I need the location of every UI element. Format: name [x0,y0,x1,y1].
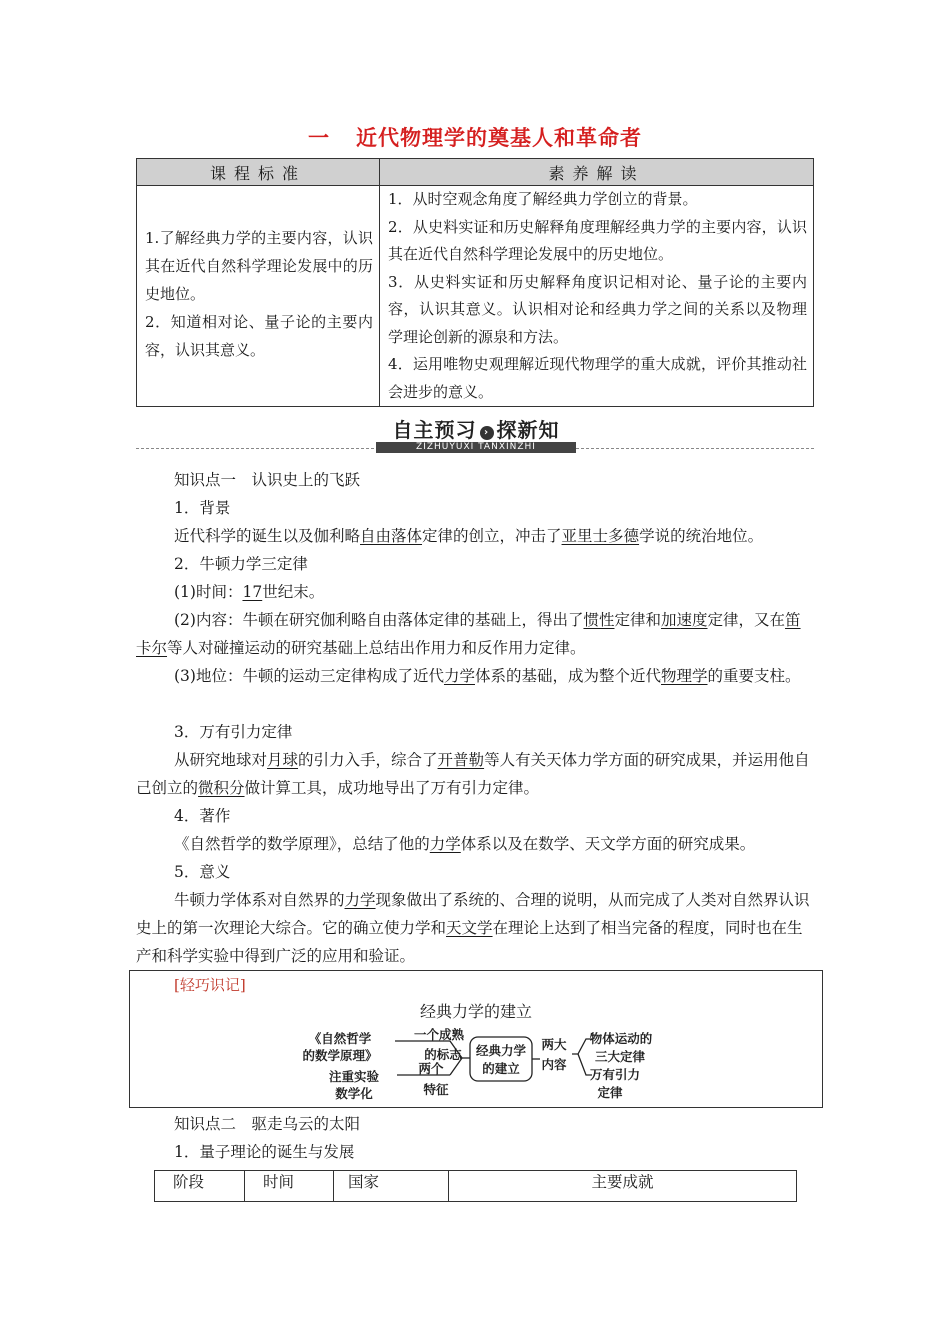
memory-tip-tag: [轻巧识记] [174,976,246,994]
curriculum-standards-table [136,158,814,407]
quantum-theory-table [154,1170,797,1202]
diagram-label-1: 的标志 [424,1047,462,1062]
literacy-item: 4．运用唯物史观理解近现代物理学的重大成就，评价其推动社会进步的意义。 [388,355,807,401]
background-paragraph: 近代科学的诞生以及伽利略自由落体定律的创立，冲击了亚里士多德学说的统治地位。 [174,527,764,545]
literacy-item: 2．从史料实证和历史解释角度理解经典力学的主要内容，认识其在近代自然科学理论发展中的历史地位。 [388,217,807,263]
answer-blank: 亚里士多德 [561,527,640,545]
header-literacy: 素养解读 [380,159,814,186]
col-header-stage: 阶段 [155,1171,245,1202]
diagram-center: 经典力学 [475,1043,527,1058]
col-header-country: 国家 [334,1171,449,1202]
quantum-subheading: 1．量子理论的诞生与发展 [174,1143,355,1161]
answer-blank: 天文学 [446,919,493,937]
answer-blank: 力学 [429,835,461,853]
answer-blank: 物理学 [661,667,708,685]
literacy-item: 3．从史料实证和历史解释角度识记相对论、量子论的主要内容，认识其意义。认识相对论和经典力学之间的关系以及物理学理论创新的源泉和方法。 [388,272,807,346]
diagram-label-2: 两个 [418,1061,444,1076]
background-heading: 1．背景 [174,499,231,517]
answer-blank: 笛卡尔 [136,611,801,657]
standard-item: 2．知道相对论、量子论的主要内容，认识其意义。 [145,313,373,359]
banner-right-text: 探新知 [496,418,560,442]
memory-tip-title: 经典力学的建立 [419,1002,532,1021]
section-banner [136,418,814,454]
section-2-heading: 知识点二 驱走乌云的太阳 [174,1115,361,1133]
time-item: (1)时间：17世纪末。 [174,583,325,601]
standards-cell [137,186,380,407]
answer-blank: 开普勒 [437,751,485,769]
answer-blank: 自由落体 [360,527,423,545]
lesson-title-text: 近代物理学的奠基人和革命者 [356,126,642,150]
diagram-label-1: 一个成熟 [413,1027,465,1042]
lesson-title [0,122,950,152]
significance-heading: 5．意义 [174,863,231,881]
gravitation-paragraph: 从研究地球对月球的引力入手，综合了开普勒等人有关天体力学方面的研究成果，并运用他自己创立的微积分做计算工具，成功地导出了万有引力定律。 [136,751,810,797]
diagram-right-label: 两大 [541,1037,567,1052]
works-paragraph: 《自然哲学的数学原理》，总结了他的力学体系以及在数学、天文学方面的研究成果。 [174,835,756,853]
answer-blank: 17 [242,583,263,601]
diagram-source-1: 《自然哲学 [308,1031,372,1046]
works-heading: 4．著作 [174,807,231,825]
content-item: (2)内容：牛顿在研究伽利略自由落体定律的基础上，得出了惯性定律和加速度定律，又在笛卡尔等人对碰撞运动的研究基础上总结出作用力和反作用力定律。 [136,611,801,657]
diagram-content-1: 物体运动的 [589,1031,653,1046]
diagram-source-1: 的数学原理》 [302,1048,378,1063]
header-standards: 课程标准 [137,159,380,186]
newton-laws-heading: 2．牛顿力学三定律 [174,555,308,573]
standard-item: 1.了解经典力学的主要内容，认识其在近代自然科学理论发展中的历史地位。 [145,229,373,303]
diagram-source-2: 注重实验 [328,1069,380,1084]
banner-left-text: 自主预习 [392,418,477,442]
diagram-right-label: 内容 [541,1057,567,1072]
classical-mechanics-diagram [130,971,822,1107]
status-item: (3)地位：牛顿的运动三定律构成了近代力学体系的基础，成为整个近代物理学的重要支柱。 [174,667,801,685]
col-header-achievement: 主要成就 [449,1171,797,1202]
banner-pinyin: ZIZHUYUXI TANXINZHI [376,442,576,453]
diagram-center: 的建立 [482,1061,520,1076]
answer-blank: 力学 [443,667,475,685]
col-header-time: 时间 [245,1171,334,1202]
significance-paragraph: 牛顿力学体系对自然界的力学现象做出了系统的、合理的说明，从而完成了人类对自然界认识史上的第一次理论大综合。它的确立使力学和天文学在理论上达到了相当完备的程度，同时也在生产和科学实验中得到广泛的应用和验证。 [136,891,810,965]
lesson-number: 一 [308,126,330,150]
diagram-content-1: 三大定律 [594,1049,646,1064]
gravitation-heading: 3．万有引力定律 [174,723,293,741]
answer-blank: 微积分 [198,779,245,797]
answer-blank: 月球 [267,751,299,769]
arrow-right-icon: › [480,426,494,440]
section-1-heading: 知识点一 认识史上的飞跃 [174,471,361,489]
diagram-content-2: 定律 [597,1085,623,1100]
answer-blank: 惯性 [583,611,615,629]
answer-blank: 加速度 [661,611,708,629]
diagram-content-2: 万有引力 [589,1067,641,1082]
answer-blank: 力学 [344,891,376,909]
literacy-item: 1．从时空观念角度了解经典力学创立的背景。 [388,190,698,208]
literacy-cell [380,186,814,407]
diagram-source-2: 数学化 [335,1086,373,1101]
memory-tip-box [129,970,823,1108]
diagram-label-2: 特征 [423,1082,449,1097]
